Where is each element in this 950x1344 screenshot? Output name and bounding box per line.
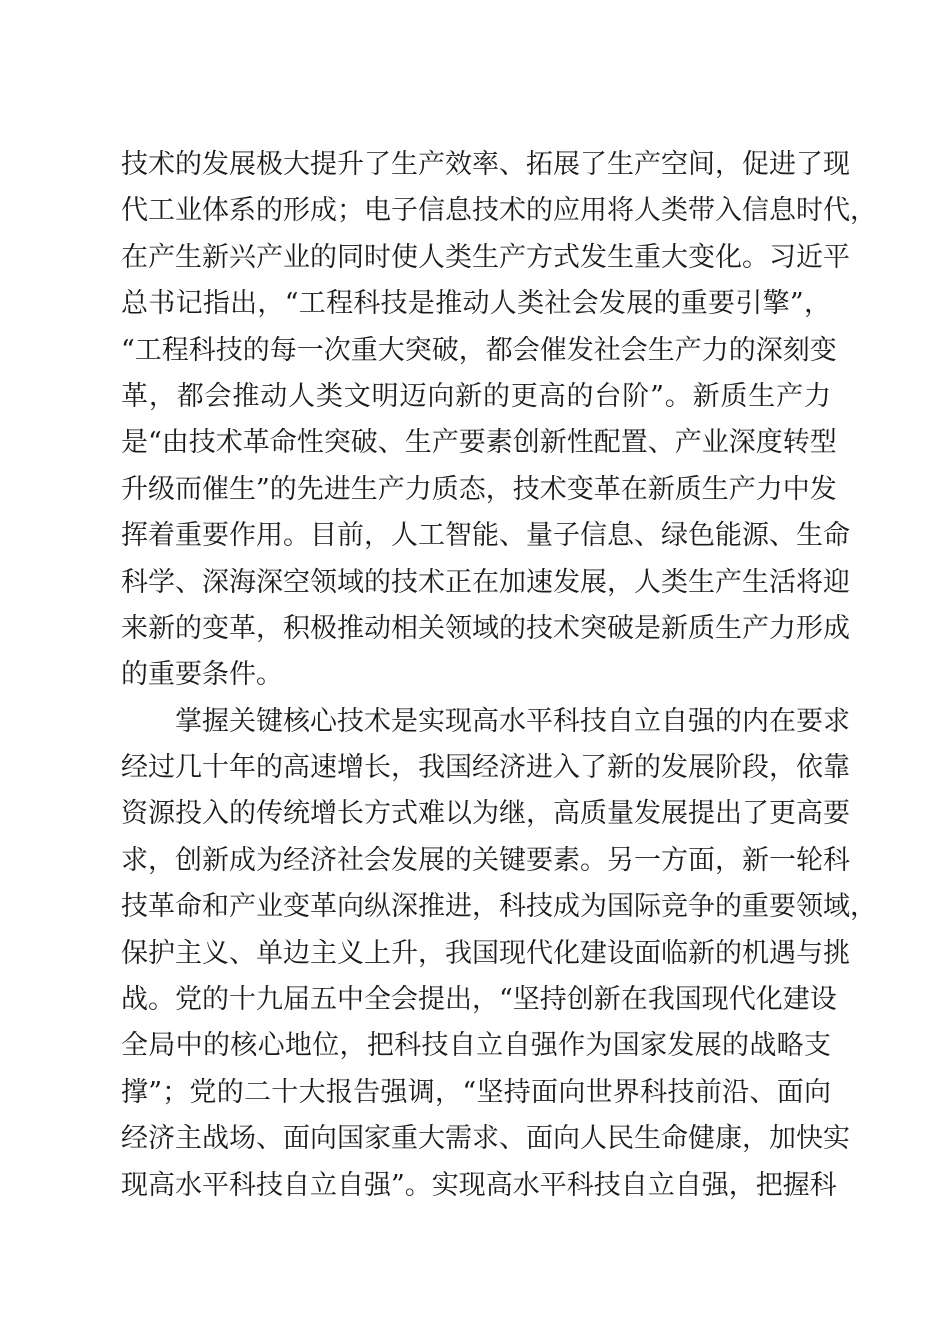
text-line: 来新的变革，积极推动相关领域的技术突破是新质生产力形成 bbox=[121, 612, 850, 644]
paragraph-1 bbox=[121, 142, 877, 699]
text-line: 资源投入的传统增长方式难以为继，高质量发展提出了更高要 bbox=[121, 798, 850, 830]
paragraph-heading-line: 掌握关键核心技术是实现高水平科技自立自强的内在要求 bbox=[175, 705, 850, 737]
text-line: 技革命和产业变革向纵深推进，科技成为国际竞争的重要领域， bbox=[121, 891, 877, 923]
text-line: 经济主战场、面向国家重大需求、面向人民生命健康，加快实 bbox=[121, 1123, 850, 1155]
text-line: 的重要条件。 bbox=[121, 659, 283, 691]
text-line: 是“由技术革命性突破、生产要素创新性配置、产业深度转型 bbox=[121, 427, 837, 459]
text-line: 保护主义、单边主义上升，我国现代化建设面临新的机遇与挑 bbox=[121, 937, 850, 969]
paragraph-2 bbox=[121, 699, 877, 1209]
text-line: 撑”；党的二十大报告强调，“坚持面向世界科技前沿、面向 bbox=[121, 1076, 831, 1108]
text-line: 现高水平科技自立自强”。实现高水平科技自立自强，把握科 bbox=[121, 1169, 837, 1201]
text-line: 经过几十年的高速增长，我国经济进入了新的发展阶段，依靠 bbox=[121, 752, 850, 784]
text-line: 求，创新成为经济社会发展的关键要素。另一方面，新一轮科 bbox=[121, 844, 850, 876]
text-line: 挥着重要作用。目前，人工智能、量子信息、绿色能源、生命 bbox=[121, 520, 850, 552]
text-line: 革，都会推动人类文明迈向新的更高的台阶”。新质生产力 bbox=[121, 380, 831, 412]
text-line: 科学、深海深空领域的技术正在加速发展，人类生产生活将迎 bbox=[121, 566, 850, 598]
text-line: 全局中的核心地位，把科技自立自强作为国家发展的战略支 bbox=[121, 1030, 831, 1062]
text-line: “工程科技的每一次重大突破，都会催发社会生产力的深刻变 bbox=[121, 334, 837, 366]
text-line: 在产生新兴产业的同时使人类生产方式发生重大变化。习近平 bbox=[121, 241, 850, 273]
text-line: 总书记指出，“工程科技是推动人类社会发展的重要引擎”， bbox=[121, 288, 831, 320]
text-line: 技术的发展极大提升了生产效率、拓展了生产空间，促进了现 bbox=[121, 149, 850, 180]
text-line: 升级而催生”的先进生产力质态，技术变革在新质生产力中发 bbox=[121, 473, 837, 505]
text-line: 代工业体系的形成；电子信息技术的应用将人类带入信息时代， bbox=[121, 195, 877, 227]
text-line: 战。党的十九届五中全会提出，“坚持创新在我国现代化建设 bbox=[121, 984, 837, 1016]
document-body bbox=[121, 142, 877, 1209]
